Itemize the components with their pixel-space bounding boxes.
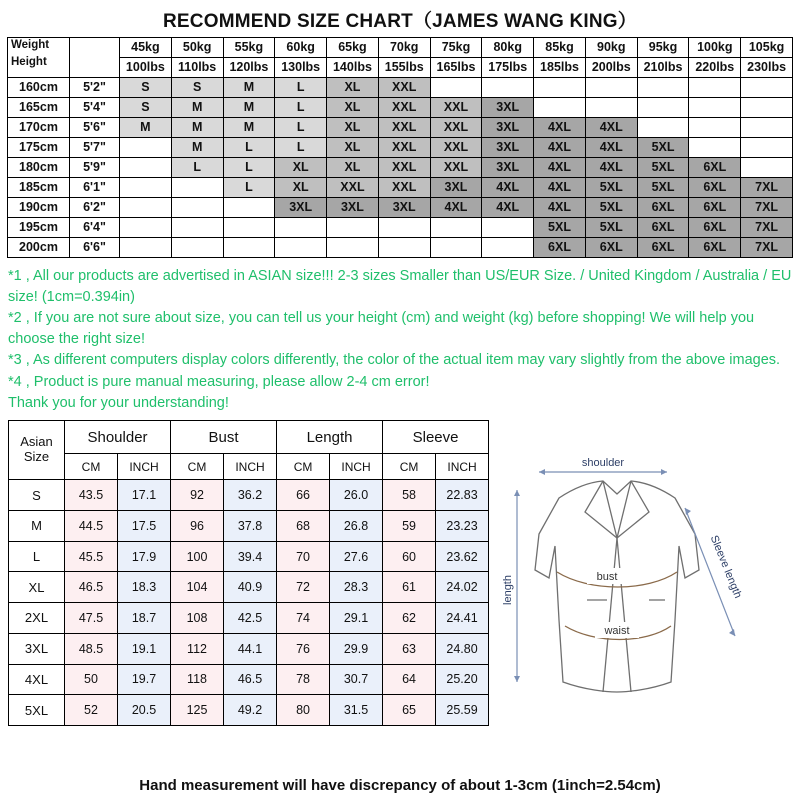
- meas-cell-1-7: 23.23: [436, 510, 489, 541]
- size-cell-4-9: 4XL: [585, 158, 637, 178]
- unit-5: INCH: [330, 454, 383, 480]
- weight-kg-12: 105kg: [741, 38, 793, 58]
- size-cell-5-4: XXL: [327, 178, 379, 198]
- size-cell-4-3: XL: [275, 158, 327, 178]
- size-cell-1-2: M: [223, 98, 275, 118]
- meas-cell-6-1: 19.7: [118, 664, 171, 695]
- meas-cell-1-6: 59: [383, 510, 436, 541]
- meas-cell-2-6: 60: [383, 541, 436, 572]
- meas-cell-7-3: 49.2: [224, 695, 277, 726]
- size-cell-6-1: [171, 198, 223, 218]
- size-cell-8-5: [378, 238, 430, 258]
- meas-cell-2-2: 100: [171, 541, 224, 572]
- height-cm-4: 180cm: [8, 158, 70, 178]
- meas-cell-4-1: 18.7: [118, 603, 171, 634]
- height-ft-4: 5'9": [70, 158, 120, 178]
- size-cell-6-12: 7XL: [741, 198, 793, 218]
- page-title: RECOMMEND SIZE CHART（JAMES WANG KING）: [163, 11, 637, 32]
- weight-kg-5: 70kg: [378, 38, 430, 58]
- weight-lbs-10: 210lbs: [637, 58, 689, 78]
- weight-lbs-7: 175lbs: [482, 58, 534, 78]
- size-cell-8-1: [171, 238, 223, 258]
- meas-cell-2-5: 27.6: [330, 541, 383, 572]
- size-cell-4-11: 6XL: [689, 158, 741, 178]
- group-sleeve: Sleeve: [383, 421, 489, 454]
- height-ft-1: 5'4": [70, 98, 120, 118]
- weight-kg-9: 90kg: [585, 38, 637, 58]
- size-cell-3-11: [689, 138, 741, 158]
- meas-cell-4-2: 108: [171, 603, 224, 634]
- note-3: *3 , As different computers display colors differently, the color of the actual item may vary slightly from the above images.: [8, 352, 781, 369]
- label-sleeve: Sleeve length: [707, 533, 744, 601]
- meas-cell-7-2: 125: [171, 695, 224, 726]
- weight-kg-3: 60kg: [275, 38, 327, 58]
- unit-2: CM: [171, 454, 224, 480]
- unit-0: CM: [65, 454, 118, 480]
- weight-lbs-8: 185lbs: [534, 58, 586, 78]
- size-cell-1-12: [741, 98, 793, 118]
- size-cell-7-4: [327, 218, 379, 238]
- table-row: [8, 78, 793, 98]
- weight-kg-4: 65kg: [327, 38, 379, 58]
- size-cell-8-0: [120, 238, 172, 258]
- meas-cell-7-6: 65: [383, 695, 436, 726]
- size-cell-7-10: 6XL: [637, 218, 689, 238]
- size-cell-6-3: 3XL: [275, 198, 327, 218]
- meas-size-1: M: [9, 510, 65, 541]
- size-cell-2-10: [637, 118, 689, 138]
- size-cell-2-5: XXL: [378, 118, 430, 138]
- meas-cell-1-5: 26.8: [330, 510, 383, 541]
- size-cell-0-11: [689, 78, 741, 98]
- meas-cell-3-6: 61: [383, 572, 436, 603]
- meas-cell-5-7: 24.80: [436, 633, 489, 664]
- size-cell-2-11: [689, 118, 741, 138]
- meas-cell-2-4: 70: [277, 541, 330, 572]
- note-1: *1 , All our products are advertised in ASIAN size!!! 2-3 sizes Smaller than US/EUR Size. / United Kingdom / Australia / EU size! (1cm=0.394in): [8, 268, 792, 305]
- asian-size-header: Asian Size: [9, 421, 65, 480]
- notes-block: [8, 266, 792, 414]
- table-row: [8, 98, 793, 118]
- size-cell-2-0: M: [120, 118, 172, 138]
- size-cell-8-9: 6XL: [585, 238, 637, 258]
- meas-cell-5-5: 29.9: [330, 633, 383, 664]
- size-cell-7-9: 5XL: [585, 218, 637, 238]
- meas-cell-6-5: 30.7: [330, 664, 383, 695]
- size-cell-6-11: 6XL: [689, 198, 741, 218]
- meas-cell-1-4: 68: [277, 510, 330, 541]
- table-row: [8, 138, 793, 158]
- size-cell-4-8: 4XL: [534, 158, 586, 178]
- meas-cell-6-3: 46.5: [224, 664, 277, 695]
- size-cell-0-7: [482, 78, 534, 98]
- size-cell-3-0: [120, 138, 172, 158]
- meas-size-3: XL: [9, 572, 65, 603]
- unit-7: INCH: [436, 454, 489, 480]
- size-cell-6-8: 4XL: [534, 198, 586, 218]
- size-cell-2-6: XXL: [430, 118, 482, 138]
- size-cell-7-0: [120, 218, 172, 238]
- size-cell-3-7: 3XL: [482, 138, 534, 158]
- size-cell-4-4: XL: [327, 158, 379, 178]
- weight-kg-10: 95kg: [637, 38, 689, 58]
- jacket-diagram: [499, 450, 789, 726]
- meas-cell-1-1: 17.5: [118, 510, 171, 541]
- height-ft-2: 5'6": [70, 118, 120, 138]
- size-cell-1-4: XL: [327, 98, 379, 118]
- weight-kg-1: 50kg: [171, 38, 223, 58]
- weight-lbs-12: 230lbs: [741, 58, 793, 78]
- meas-cell-0-7: 22.83: [436, 480, 489, 511]
- meas-unit-header: [9, 454, 489, 480]
- note-5: Thank you for your understanding!: [8, 395, 229, 412]
- table-row: [8, 178, 793, 198]
- size-cell-0-4: XL: [327, 78, 379, 98]
- size-cell-1-1: M: [171, 98, 223, 118]
- table-row: [9, 480, 489, 511]
- size-cell-2-9: 4XL: [585, 118, 637, 138]
- size-cell-3-10: 5XL: [637, 138, 689, 158]
- note-2: *2 , If you are not sure about size, you can tell us your height (cm) and weight (kg) before shopping! We will help you choose the right size!: [8, 310, 755, 347]
- meas-cell-1-2: 96: [171, 510, 224, 541]
- unit-6: CM: [383, 454, 436, 480]
- size-cell-0-2: M: [223, 78, 275, 98]
- meas-cell-3-2: 104: [171, 572, 224, 603]
- table-row: [9, 633, 489, 664]
- weight-kg-6: 75kg: [430, 38, 482, 58]
- size-cell-5-10: 5XL: [637, 178, 689, 198]
- table-row: [8, 238, 793, 258]
- meas-cell-1-0: 44.5: [65, 510, 118, 541]
- meas-cell-3-7: 24.02: [436, 572, 489, 603]
- height-cm-7: 195cm: [8, 218, 70, 238]
- meas-cell-5-6: 63: [383, 633, 436, 664]
- label-bust: bust: [596, 571, 618, 584]
- corner-height-label: Height: [11, 56, 47, 68]
- size-cell-7-6: [430, 218, 482, 238]
- size-cell-5-8: 4XL: [534, 178, 586, 198]
- weight-kg-7: 80kg: [482, 38, 534, 58]
- meas-cell-2-7: 23.62: [436, 541, 489, 572]
- label-waist: waist: [604, 625, 630, 638]
- group-length: Length: [277, 421, 383, 454]
- size-cell-7-5: [378, 218, 430, 238]
- weight-lbs-5: 155lbs: [378, 58, 430, 78]
- size-cell-8-2: [223, 238, 275, 258]
- size-cell-6-2: [223, 198, 275, 218]
- size-cell-2-1: M: [171, 118, 223, 138]
- size-cell-6-4: 3XL: [327, 198, 379, 218]
- weight-kg-2: 55kg: [223, 38, 275, 58]
- size-cell-0-8: [534, 78, 586, 98]
- size-cell-1-7: 3XL: [482, 98, 534, 118]
- size-cell-2-7: 3XL: [482, 118, 534, 138]
- size-cell-0-9: [585, 78, 637, 98]
- height-cm-5: 185cm: [8, 178, 70, 198]
- size-cell-4-10: 5XL: [637, 158, 689, 178]
- meas-cell-5-4: 76: [277, 633, 330, 664]
- bottom-section: [0, 420, 800, 726]
- meas-cell-2-1: 17.9: [118, 541, 171, 572]
- size-cell-0-10: [637, 78, 689, 98]
- meas-cell-5-2: 112: [171, 633, 224, 664]
- table-row: [9, 695, 489, 726]
- size-cell-8-4: [327, 238, 379, 258]
- table-row: [9, 510, 489, 541]
- meas-cell-0-5: 26.0: [330, 480, 383, 511]
- weight-kg-8: 85kg: [534, 38, 586, 58]
- meas-cell-3-4: 72: [277, 572, 330, 603]
- size-cell-0-6: [430, 78, 482, 98]
- table-row: [9, 664, 489, 695]
- meas-cell-4-5: 29.1: [330, 603, 383, 634]
- table-row: [9, 603, 489, 634]
- meas-size-4: 2XL: [9, 603, 65, 634]
- meas-cell-6-6: 64: [383, 664, 436, 695]
- meas-cell-7-7: 25.59: [436, 695, 489, 726]
- size-cell-6-0: [120, 198, 172, 218]
- size-cell-3-4: XL: [327, 138, 379, 158]
- size-cell-8-11: 6XL: [689, 238, 741, 258]
- meas-size-6: 4XL: [9, 664, 65, 695]
- weight-lbs-6: 165lbs: [430, 58, 482, 78]
- size-cell-5-3: XL: [275, 178, 327, 198]
- meas-cell-2-3: 39.4: [224, 541, 277, 572]
- height-cm-8: 200cm: [8, 238, 70, 258]
- weight-lbs-3: 130lbs: [275, 58, 327, 78]
- top-chart-header-lbs: [8, 58, 793, 78]
- label-length: length: [502, 575, 515, 606]
- meas-cell-0-4: 66: [277, 480, 330, 511]
- size-cell-8-12: 7XL: [741, 238, 793, 258]
- size-cell-1-5: XXL: [378, 98, 430, 118]
- size-cell-0-12: [741, 78, 793, 98]
- size-cell-5-5: XXL: [378, 178, 430, 198]
- size-cell-8-10: 6XL: [637, 238, 689, 258]
- size-cell-7-8: 5XL: [534, 218, 586, 238]
- size-cell-3-1: M: [171, 138, 223, 158]
- height-cm-3: 175cm: [8, 138, 70, 158]
- size-cell-5-2: L: [223, 178, 275, 198]
- meas-size-7: 5XL: [9, 695, 65, 726]
- meas-cell-3-3: 40.9: [224, 572, 277, 603]
- group-shoulder: Shoulder: [65, 421, 171, 454]
- meas-cell-6-2: 118: [171, 664, 224, 695]
- meas-cell-4-6: 62: [383, 603, 436, 634]
- unit-3: INCH: [224, 454, 277, 480]
- size-cell-2-3: L: [275, 118, 327, 138]
- meas-cell-5-0: 48.5: [65, 633, 118, 664]
- table-row: [8, 198, 793, 218]
- weight-lbs-9: 200lbs: [585, 58, 637, 78]
- meas-cell-4-0: 47.5: [65, 603, 118, 634]
- table-row: [8, 218, 793, 238]
- size-cell-4-1: L: [171, 158, 223, 178]
- size-cell-8-7: [482, 238, 534, 258]
- size-cell-7-11: 6XL: [689, 218, 741, 238]
- size-cell-7-3: [275, 218, 327, 238]
- meas-cell-3-1: 18.3: [118, 572, 171, 603]
- meas-cell-3-0: 46.5: [65, 572, 118, 603]
- size-cell-8-6: [430, 238, 482, 258]
- table-row: [9, 572, 489, 603]
- height-ft-7: 6'4": [70, 218, 120, 238]
- corner-spacer: [70, 38, 120, 78]
- size-cell-1-3: L: [275, 98, 327, 118]
- size-cell-6-6: 4XL: [430, 198, 482, 218]
- meas-size-5: 3XL: [9, 633, 65, 664]
- top-chart-header-kg: [8, 38, 793, 58]
- meas-cell-6-7: 25.20: [436, 664, 489, 695]
- meas-cell-5-3: 44.1: [224, 633, 277, 664]
- jacket-diagram-svg: [499, 450, 789, 726]
- size-cell-3-12: [741, 138, 793, 158]
- meas-cell-0-0: 43.5: [65, 480, 118, 511]
- size-cell-8-3: [275, 238, 327, 258]
- meas-group-header: [9, 421, 489, 454]
- size-cell-1-8: [534, 98, 586, 118]
- size-cell-1-11: [689, 98, 741, 118]
- height-cm-6: 190cm: [8, 198, 70, 218]
- size-cell-6-7: 4XL: [482, 198, 534, 218]
- meas-cell-2-0: 45.5: [65, 541, 118, 572]
- meas-cell-0-3: 36.2: [224, 480, 277, 511]
- size-cell-4-2: L: [223, 158, 275, 178]
- size-cell-6-5: 3XL: [378, 198, 430, 218]
- size-cell-0-5: XXL: [378, 78, 430, 98]
- size-cell-5-11: 6XL: [689, 178, 741, 198]
- meas-cell-5-1: 19.1: [118, 633, 171, 664]
- height-ft-6: 6'2": [70, 198, 120, 218]
- size-cell-3-2: L: [223, 138, 275, 158]
- unit-4: CM: [277, 454, 330, 480]
- meas-cell-0-6: 58: [383, 480, 436, 511]
- size-cell-0-0: S: [120, 78, 172, 98]
- size-cell-6-10: 6XL: [637, 198, 689, 218]
- size-cell-4-0: [120, 158, 172, 178]
- height-cm-2: 170cm: [8, 118, 70, 138]
- measurement-table: [8, 420, 489, 726]
- size-cell-4-7: 3XL: [482, 158, 534, 178]
- meas-cell-7-5: 31.5: [330, 695, 383, 726]
- height-ft-5: 6'1": [70, 178, 120, 198]
- meas-cell-0-2: 92: [171, 480, 224, 511]
- meas-cell-4-3: 42.5: [224, 603, 277, 634]
- size-cell-5-9: 5XL: [585, 178, 637, 198]
- size-cell-1-0: S: [120, 98, 172, 118]
- size-cell-6-9: 5XL: [585, 198, 637, 218]
- size-cell-2-2: M: [223, 118, 275, 138]
- footer-note: Hand measurement will have discrepancy of about 1-3cm (1inch=2.54cm): [139, 777, 661, 794]
- weight-lbs-2: 120lbs: [223, 58, 275, 78]
- size-cell-5-12: 7XL: [741, 178, 793, 198]
- size-cell-2-4: XL: [327, 118, 379, 138]
- meas-size-0: S: [9, 480, 65, 511]
- note-4: *4 , Product is pure manual measuring, please allow 2-4 cm error!: [8, 373, 430, 390]
- size-cell-7-12: 7XL: [741, 218, 793, 238]
- meas-cell-7-4: 80: [277, 695, 330, 726]
- table-row: [9, 541, 489, 572]
- size-cell-1-10: [637, 98, 689, 118]
- size-cell-3-5: XXL: [378, 138, 430, 158]
- table-row: [8, 158, 793, 178]
- meas-cell-4-7: 24.41: [436, 603, 489, 634]
- height-cm-0: 160cm: [8, 78, 70, 98]
- size-cell-8-8: 6XL: [534, 238, 586, 258]
- size-cell-7-7: [482, 218, 534, 238]
- table-row: [8, 118, 793, 138]
- corner-cell: [8, 38, 70, 78]
- size-cell-3-9: 4XL: [585, 138, 637, 158]
- weight-lbs-1: 110lbs: [171, 58, 223, 78]
- label-shoulder: shoulder: [581, 457, 625, 470]
- height-ft-0: 5'2": [70, 78, 120, 98]
- height-ft-8: 6'6": [70, 238, 120, 258]
- meas-cell-1-3: 37.8: [224, 510, 277, 541]
- size-cell-3-3: L: [275, 138, 327, 158]
- size-cell-4-5: XXL: [378, 158, 430, 178]
- size-cell-0-3: L: [275, 78, 327, 98]
- unit-1: INCH: [118, 454, 171, 480]
- size-cell-7-1: [171, 218, 223, 238]
- size-cell-2-12: [741, 118, 793, 138]
- size-cell-0-1: S: [171, 78, 223, 98]
- size-cell-1-6: XXL: [430, 98, 482, 118]
- meas-cell-4-4: 74: [277, 603, 330, 634]
- size-cell-4-6: XXL: [430, 158, 482, 178]
- size-cell-5-7: 4XL: [482, 178, 534, 198]
- recommend-size-table: [7, 37, 793, 258]
- meas-cell-6-4: 78: [277, 664, 330, 695]
- meas-cell-7-0: 52: [65, 695, 118, 726]
- size-cell-3-6: XXL: [430, 138, 482, 158]
- size-cell-5-0: [120, 178, 172, 198]
- meas-size-2: L: [9, 541, 65, 572]
- size-cell-5-1: [171, 178, 223, 198]
- weight-lbs-11: 220lbs: [689, 58, 741, 78]
- height-ft-3: 5'7": [70, 138, 120, 158]
- weight-kg-11: 100kg: [689, 38, 741, 58]
- size-cell-7-2: [223, 218, 275, 238]
- corner-weight-label: Weight: [11, 39, 50, 51]
- group-bust: Bust: [171, 421, 277, 454]
- size-cell-4-12: [741, 158, 793, 178]
- meas-cell-3-5: 28.3: [330, 572, 383, 603]
- size-cell-1-9: [585, 98, 637, 118]
- weight-lbs-4: 140lbs: [327, 58, 379, 78]
- size-cell-5-6: 3XL: [430, 178, 482, 198]
- size-cell-2-8: 4XL: [534, 118, 586, 138]
- height-cm-1: 165cm: [8, 98, 70, 118]
- meas-cell-7-1: 20.5: [118, 695, 171, 726]
- size-cell-3-8: 4XL: [534, 138, 586, 158]
- meas-cell-6-0: 50: [65, 664, 118, 695]
- meas-cell-0-1: 17.1: [118, 480, 171, 511]
- weight-kg-0: 45kg: [120, 38, 172, 58]
- weight-lbs-0: 100lbs: [120, 58, 172, 78]
